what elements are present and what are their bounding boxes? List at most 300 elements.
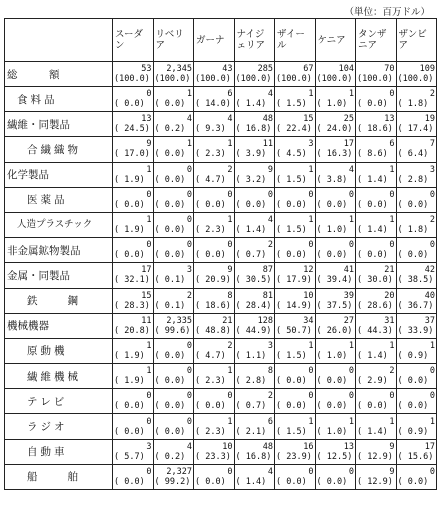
amount-value: 43 (222, 64, 233, 74)
table-row (5, 187, 437, 212)
amount-value: 2 (227, 164, 233, 175)
amount-value: 39 (343, 290, 354, 301)
share-percent: ( 4.5) (276, 149, 307, 160)
value-cell (194, 112, 235, 137)
row-label: ラジオ (5, 414, 113, 439)
amount-value: 13 (384, 114, 395, 125)
share-percent: ( 1.1) (235, 350, 267, 361)
share-percent: ( 44.9) (235, 325, 272, 336)
amount-value: 10 (303, 290, 314, 301)
amount-value: 8 (267, 366, 273, 377)
share-percent: ( 44.3) (357, 325, 393, 336)
row-label: 自動車 (5, 439, 113, 464)
share-percent: ( 9.3) (195, 124, 226, 135)
share-percent: ( 0.0) (276, 199, 307, 210)
row-label: 繊維機械 (5, 364, 113, 389)
share-percent: ( 0.0) (276, 476, 307, 487)
share-percent: ( 28.3) (114, 300, 150, 311)
value-cell (396, 87, 437, 112)
table-body (5, 62, 437, 490)
value-cell (113, 389, 154, 414)
share-percent: ( 0.7) (235, 250, 267, 261)
value-cell (396, 162, 437, 187)
value-cell (234, 187, 275, 212)
share-percent: ( 22.4) (276, 124, 312, 135)
share-percent: ( 0.0) (276, 250, 307, 261)
value-cell (194, 389, 235, 414)
amount-value: 4 (186, 441, 192, 452)
share-percent: ( 0.0) (195, 250, 226, 261)
amount-value: 0 (308, 189, 314, 200)
value-cell (113, 62, 154, 87)
amount-value: 53 (141, 64, 152, 74)
share-percent: ( 0.1) (154, 300, 186, 311)
amount-value: 25 (343, 114, 354, 125)
amount-value: 128 (257, 315, 273, 326)
share-percent: ( 39.4) (316, 275, 353, 286)
amount-value: 17 (424, 441, 435, 452)
value-cell (275, 263, 316, 288)
share-percent: ( 17.4) (397, 124, 434, 135)
amount-value: 2 (429, 215, 435, 226)
amount-value: 37 (424, 315, 435, 326)
share-percent: ( 2.3) (195, 376, 226, 387)
share-percent: ( 36.7) (397, 300, 434, 311)
amount-value: 48 (262, 114, 273, 125)
value-cell (275, 62, 316, 87)
value-cell (234, 238, 275, 263)
value-cell (153, 87, 194, 112)
value-cell (194, 364, 235, 389)
row-label: テレビ (5, 389, 113, 414)
amount-value: 1 (308, 164, 314, 175)
amount-value: 0 (186, 416, 192, 427)
amount-value: 4 (267, 466, 273, 477)
value-cell (315, 288, 356, 313)
amount-value: 3 (146, 441, 152, 452)
value-cell (234, 464, 275, 489)
table-row (5, 62, 437, 87)
value-cell (113, 87, 154, 112)
value-cell (153, 364, 194, 389)
share-percent: ( 0.0) (316, 401, 348, 412)
amount-value: 15 (303, 114, 314, 125)
share-percent: ( 1.0) (316, 426, 348, 437)
value-cell (275, 414, 316, 439)
share-percent: ( 1.4) (357, 174, 388, 185)
share-percent: ( 12.9) (357, 476, 393, 487)
share-percent: ( 0.0) (114, 199, 145, 210)
amount-value: 0 (186, 340, 192, 351)
value-cell (315, 263, 356, 288)
table-row (5, 364, 437, 389)
table-row (5, 313, 437, 338)
share-percent: ( 1.9) (114, 225, 145, 236)
value-cell (315, 162, 356, 187)
value-cell (153, 137, 194, 162)
amount-value: 15 (141, 290, 152, 301)
value-cell (275, 87, 316, 112)
share-percent: ( 2.8) (235, 376, 267, 387)
amount-value: 1 (348, 215, 354, 226)
share-percent: ( 0.0) (357, 401, 388, 412)
amount-value: 17 (141, 265, 152, 276)
share-percent: ( 1.9) (114, 376, 145, 387)
value-cell (234, 288, 275, 313)
amount-value: 7 (429, 139, 435, 150)
header-row (5, 19, 437, 62)
amount-value: 0 (146, 466, 152, 477)
share-percent: ( 0.2) (154, 124, 186, 135)
amount-value: 1 (389, 215, 395, 226)
amount-value: 0 (227, 240, 233, 251)
value-cell (356, 364, 397, 389)
amount-value: 0 (429, 240, 435, 251)
value-cell (234, 87, 275, 112)
amount-value: 285 (257, 64, 273, 74)
value-cell (113, 263, 154, 288)
share-percent: (100.0) (154, 74, 191, 84)
value-cell (153, 62, 194, 87)
amount-value: 34 (303, 315, 314, 326)
share-percent: ( 0.0) (154, 426, 186, 437)
table-row (5, 288, 437, 313)
value-cell (234, 364, 275, 389)
value-cell (396, 62, 437, 87)
value-cell (315, 62, 356, 87)
share-percent: ( 14.0) (195, 99, 231, 110)
value-cell (275, 338, 316, 363)
amount-value: 2,327 (166, 466, 192, 477)
amount-value: 1 (429, 416, 435, 427)
share-percent: ( 0.0) (316, 476, 348, 487)
value-cell (315, 212, 356, 237)
share-percent: ( 1.4) (357, 426, 388, 437)
amount-value: 81 (262, 290, 273, 301)
value-cell (275, 162, 316, 187)
value-cell (315, 313, 356, 338)
amount-value: 4 (227, 114, 233, 125)
amount-value: 19 (424, 114, 435, 125)
column-header-1: スーダ ン (113, 19, 154, 62)
value-cell (194, 313, 235, 338)
amount-value: 1 (348, 89, 354, 100)
row-label: 人造プラスチック (5, 212, 113, 237)
share-percent: ( 15.6) (397, 451, 434, 462)
value-cell (396, 187, 437, 212)
amount-value: 6 (267, 416, 273, 427)
value-cell (194, 238, 235, 263)
share-percent: ( 99.2) (154, 476, 191, 487)
table-row (5, 212, 437, 237)
amount-value: 4 (186, 114, 192, 125)
value-cell (113, 112, 154, 137)
amount-value: 0 (146, 416, 152, 427)
value-cell (234, 62, 275, 87)
row-label: 繊維・同製品 (5, 112, 113, 137)
share-percent: ( 50.7) (276, 325, 312, 336)
value-cell (275, 238, 316, 263)
value-cell (194, 464, 235, 489)
value-cell (275, 313, 316, 338)
amount-value: 1 (227, 139, 233, 150)
amount-value: 0 (389, 89, 395, 100)
amount-value: 0 (186, 215, 192, 226)
share-percent: ( 0.9) (397, 350, 429, 361)
share-percent: ( 1.4) (235, 99, 267, 110)
share-percent: ( 23.3) (195, 451, 231, 462)
share-percent: ( 0.0) (154, 199, 186, 210)
value-cell (113, 162, 154, 187)
share-percent: ( 0.0) (114, 250, 145, 261)
value-cell (234, 338, 275, 363)
amount-value: 1 (146, 340, 152, 351)
share-percent: ( 0.0) (154, 401, 186, 412)
amount-value: 6 (389, 139, 395, 150)
value-cell (356, 162, 397, 187)
share-percent: ( 18.6) (195, 300, 231, 311)
amount-value: 1 (146, 215, 152, 226)
amount-value: 0 (227, 189, 233, 200)
share-percent: ( 0.0) (154, 350, 186, 361)
amount-value: 17 (343, 139, 354, 150)
share-percent: ( 23.9) (276, 451, 312, 462)
share-percent: ( 1.4) (357, 350, 388, 361)
value-cell (153, 389, 194, 414)
amount-value: 40 (424, 290, 435, 301)
amount-value: 1 (227, 366, 233, 377)
amount-value: 0 (348, 466, 354, 477)
row-label: 鉄 鋼 (5, 288, 113, 313)
value-cell (315, 112, 356, 137)
amount-value: 1 (389, 340, 395, 351)
value-cell (153, 187, 194, 212)
amount-value: 0 (186, 164, 192, 175)
value-cell (234, 414, 275, 439)
value-cell (153, 288, 194, 313)
share-percent: ( 0.0) (397, 376, 429, 387)
amount-value: 11 (262, 139, 273, 150)
amount-value: 0 (267, 189, 273, 200)
export-composition-table (4, 18, 437, 490)
share-percent: ( 38.5) (397, 275, 434, 286)
share-percent: ( 48.8) (195, 325, 231, 336)
amount-value: 0 (348, 189, 354, 200)
amount-value: 42 (424, 265, 435, 276)
share-percent: ( 1.5) (276, 426, 307, 437)
amount-value: 3 (186, 265, 192, 276)
amount-value: 2 (227, 340, 233, 351)
share-percent: ( 1.4) (235, 225, 267, 236)
share-percent: ( 2.3) (195, 225, 226, 236)
value-cell (356, 439, 397, 464)
amount-value: 87 (262, 265, 273, 276)
amount-value: 109 (419, 64, 435, 74)
column-header-8: ザンビ ア (396, 19, 437, 62)
value-cell (275, 389, 316, 414)
amount-value: 3 (308, 139, 314, 150)
amount-value: 21 (384, 265, 395, 276)
share-percent: ( 0.0) (154, 99, 186, 110)
amount-value: 0 (146, 189, 152, 200)
share-percent: ( 0.0) (114, 401, 145, 412)
amount-value: 0 (308, 466, 314, 477)
amount-value: 31 (384, 315, 395, 326)
share-percent: ( 16.8) (235, 124, 272, 135)
value-cell (153, 212, 194, 237)
value-cell (315, 137, 356, 162)
amount-value: 0 (308, 366, 314, 377)
share-percent: ( 2.3) (195, 149, 226, 160)
value-cell (194, 87, 235, 112)
value-cell (356, 212, 397, 237)
column-header-6: ケニア (315, 19, 356, 62)
share-percent: ( 1.8) (397, 99, 429, 110)
value-cell (275, 439, 316, 464)
amount-value: 0 (186, 189, 192, 200)
row-label: 合繊織物 (5, 137, 113, 162)
share-percent: ( 0.0) (114, 426, 145, 437)
value-cell (234, 263, 275, 288)
share-percent: ( 2.1) (235, 426, 267, 437)
share-percent: ( 0.0) (195, 199, 226, 210)
value-cell (275, 112, 316, 137)
amount-value: 4 (267, 89, 273, 100)
value-cell (315, 364, 356, 389)
value-cell (194, 338, 235, 363)
value-cell (396, 364, 437, 389)
value-cell (194, 62, 235, 87)
value-cell (396, 112, 437, 137)
amount-value: 20 (384, 290, 395, 301)
amount-value: 0 (429, 466, 435, 477)
value-cell (234, 137, 275, 162)
amount-value: 2 (267, 240, 273, 251)
amount-value: 0 (389, 189, 395, 200)
share-percent: ( 4.7) (195, 350, 226, 361)
value-cell (153, 162, 194, 187)
share-percent: ( 0.0) (397, 476, 429, 487)
share-percent: ( 28.6) (357, 300, 393, 311)
value-cell (356, 137, 397, 162)
share-percent: ( 26.0) (316, 325, 353, 336)
value-cell (315, 439, 356, 464)
amount-value: 0 (308, 391, 314, 402)
value-cell (234, 313, 275, 338)
value-cell (396, 439, 437, 464)
share-percent: ( 99.6) (154, 325, 191, 336)
table-row (5, 439, 437, 464)
amount-value: 13 (343, 441, 354, 452)
share-percent: ( 20.9) (195, 275, 231, 286)
amount-value: 2,335 (166, 315, 192, 326)
value-cell (234, 212, 275, 237)
value-cell (315, 187, 356, 212)
share-percent: (100.0) (397, 74, 434, 84)
share-percent: ( 18.6) (357, 124, 393, 135)
value-cell (194, 439, 235, 464)
amount-value: 1 (308, 340, 314, 351)
value-cell (275, 212, 316, 237)
share-percent: ( 30.5) (235, 275, 272, 286)
share-percent: ( 0.9) (397, 426, 429, 437)
value-cell (356, 464, 397, 489)
share-percent: ( 6.4) (397, 149, 429, 160)
share-percent: ( 1.5) (276, 174, 307, 185)
value-cell (153, 112, 194, 137)
amount-value: 1 (146, 164, 152, 175)
share-percent: ( 24.5) (114, 124, 150, 135)
share-percent: ( 0.0) (316, 199, 348, 210)
value-cell (356, 62, 397, 87)
value-cell (396, 338, 437, 363)
value-cell (315, 238, 356, 263)
value-cell (356, 112, 397, 137)
value-cell (153, 464, 194, 489)
share-percent: ( 1.0) (316, 350, 348, 361)
share-percent: ( 4.7) (195, 174, 226, 185)
row-label: 機械機器 (5, 313, 113, 338)
value-cell (113, 464, 154, 489)
share-percent: ( 0.0) (154, 225, 186, 236)
value-cell (356, 389, 397, 414)
share-percent: ( 0.0) (154, 174, 186, 185)
value-cell (396, 313, 437, 338)
amount-value: 41 (343, 265, 354, 276)
table-row (5, 238, 437, 263)
share-percent: ( 0.0) (114, 99, 145, 110)
value-cell (396, 238, 437, 263)
share-percent: ( 0.0) (357, 99, 388, 110)
share-percent: ( 0.0) (357, 199, 388, 210)
value-cell (153, 313, 194, 338)
table-row (5, 112, 437, 137)
value-cell (396, 389, 437, 414)
header-corner (5, 19, 113, 62)
value-cell (275, 364, 316, 389)
amount-value: 0 (186, 240, 192, 251)
row-label: 食料品 (5, 87, 113, 112)
row-label: 原動機 (5, 338, 113, 363)
amount-value: 4 (348, 164, 354, 175)
share-percent: ( 2.9) (357, 376, 388, 387)
amount-value: 2 (389, 366, 395, 377)
amount-value: 0 (429, 366, 435, 377)
share-percent: ( 0.1) (154, 275, 186, 286)
share-percent: ( 32.1) (114, 275, 150, 286)
share-percent: ( 5.7) (114, 451, 145, 462)
amount-value: 67 (303, 64, 314, 74)
value-cell (396, 212, 437, 237)
amount-value: 2,345 (166, 64, 192, 74)
share-percent: ( 1.4) (235, 476, 267, 487)
table-row (5, 162, 437, 187)
value-cell (356, 87, 397, 112)
share-percent: ( 1.8) (397, 225, 429, 236)
table-row (5, 87, 437, 112)
amount-value: 0 (227, 391, 233, 402)
row-label: 総 額 (5, 62, 113, 87)
share-percent: ( 12.9) (357, 451, 393, 462)
share-percent: ( 37.5) (316, 300, 353, 311)
share-percent: ( 30.0) (357, 275, 393, 286)
share-percent: ( 1.0) (316, 99, 348, 110)
amount-value: 10 (222, 441, 233, 452)
value-cell (113, 238, 154, 263)
share-percent: ( 3.8) (316, 174, 348, 185)
amount-value: 1 (227, 416, 233, 427)
value-cell (234, 389, 275, 414)
